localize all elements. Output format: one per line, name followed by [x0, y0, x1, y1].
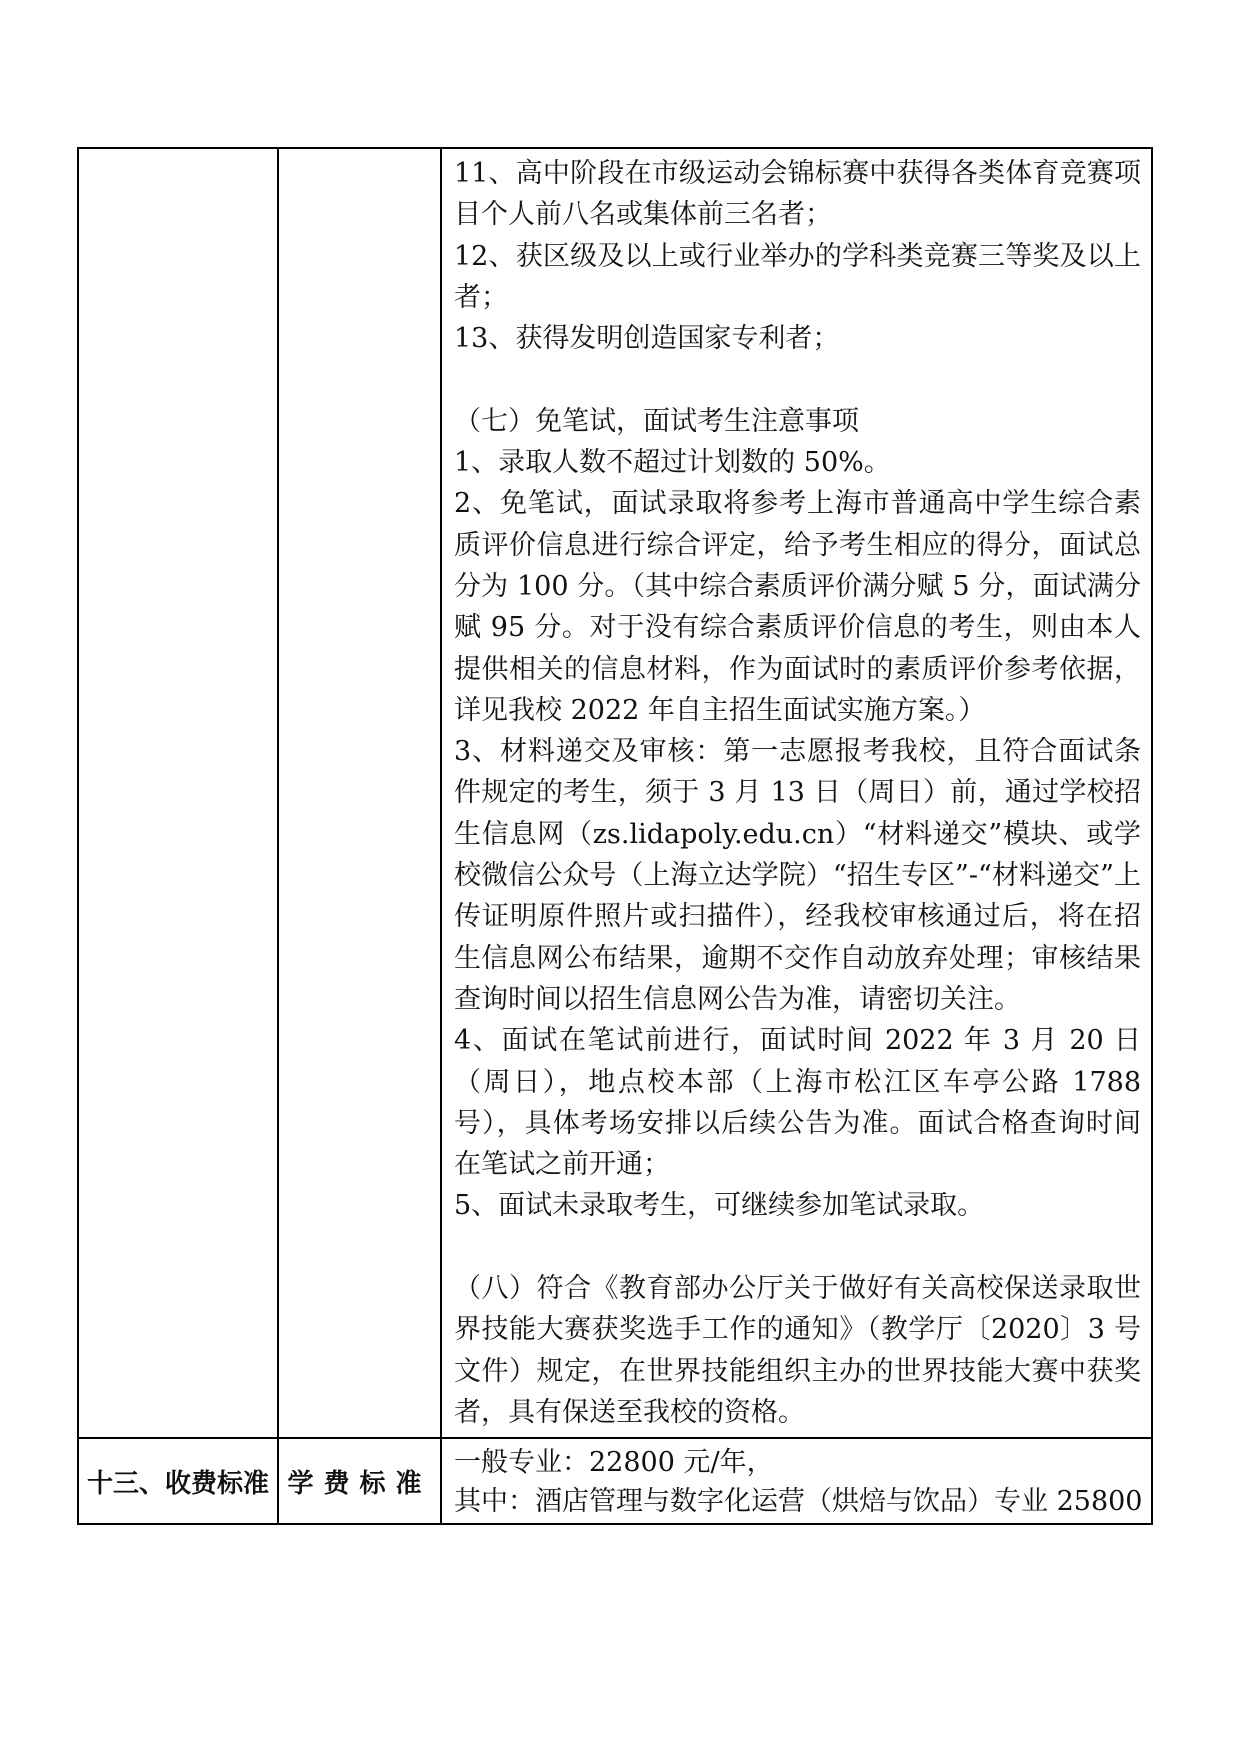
empty-sub-cell — [278, 148, 441, 1438]
section-7-heading: （七）免笔试，面试考生注意事项 — [454, 405, 859, 437]
section-8-text: （八）符合《教育部办公厅关于做好有关高校保送录取世界技能大赛获奖选手工作的通知》（教学厅〔2020〕3 号文件）规定，在世界技能组织主办的世界技能大赛中获奖者，具有保送至我校的资格。 — [454, 1273, 1141, 1428]
section-7-item-3: 3、材料递交及审核：第一志愿报考我校，且符合面试条件规定的考生，须于 3 月 13 日（周日）前，通过学校招生信息网（zs.lidapoly.edu.cn）“材料递交”模块、或学校微信公众号（上海立达学院）“招生专区”-“材料递交”上传证明原件照片或扫描件），经我校审核通过后，将在招生信息网公布结果，逾期不交作自动放弃处理；审核结果查询时间以招生信息网公告为准，请密切关注。 — [454, 736, 1141, 1015]
fee-hotel-major: 其中：酒店管理与数字化运营（烘焙与饮品）专业 25800 — [454, 1486, 1143, 1518]
continuation-row — [78, 148, 1152, 1438]
fee-row — [78, 1438, 1152, 1524]
section-7-item-5: 5、面试未录取考生，可继续参加笔试录取。 — [454, 1190, 985, 1222]
section-7-item-2: 2、免笔试，面试录取将参考上海市普通高中学生综合素质评价信息进行综合评定，给予考生相应的得分，面试总分为 100 分。（其中综合素质评价满分赋 5 分，面试满分赋 95 分。对于没有综合素质评价信息的考生，则由本人提供相关的信息材料，作为面试时的素质评价参考依据，详见我校 2022 年自主招生面试实施方案。） — [454, 488, 1141, 726]
fee-section-label: 十三、收费标准 — [78, 1438, 278, 1524]
fee-content-cell — [441, 1438, 1152, 1524]
fee-general: 一般专业：22800 元/年， — [454, 1447, 774, 1479]
continuation-content — [442, 149, 1151, 1437]
empty-label-cell — [78, 148, 278, 1438]
blank-line — [454, 359, 1141, 400]
item-13: 13、获得发明创造国家专利者； — [454, 323, 840, 355]
section-7-item-4: 4、面试在笔试前进行，面试时间 2022 年 3 月 20 日（周日），地点校本部（上海市松江区车亭公路 1788 号），具体考场安排以后续公告为准。面试合格查询时间在笔试之前开通； — [454, 1025, 1141, 1181]
continuation-content-cell — [441, 148, 1152, 1438]
item-12: 12、获区级及以上或行业举办的学科类竞赛三等奖及以上者； — [454, 240, 1141, 313]
blank-line — [454, 1227, 1141, 1268]
admission-table — [77, 147, 1153, 1525]
section-7-item-1: 1、录取人数不超过计划数的 50%。 — [454, 447, 891, 479]
tuition-label: 学费标准 — [278, 1438, 441, 1524]
item-11: 11、高中阶段在市级运动会锦标赛中获得各类体育竞赛项目个人前八名或集体前三名者； — [454, 158, 1141, 231]
fee-content — [442, 1439, 1151, 1523]
